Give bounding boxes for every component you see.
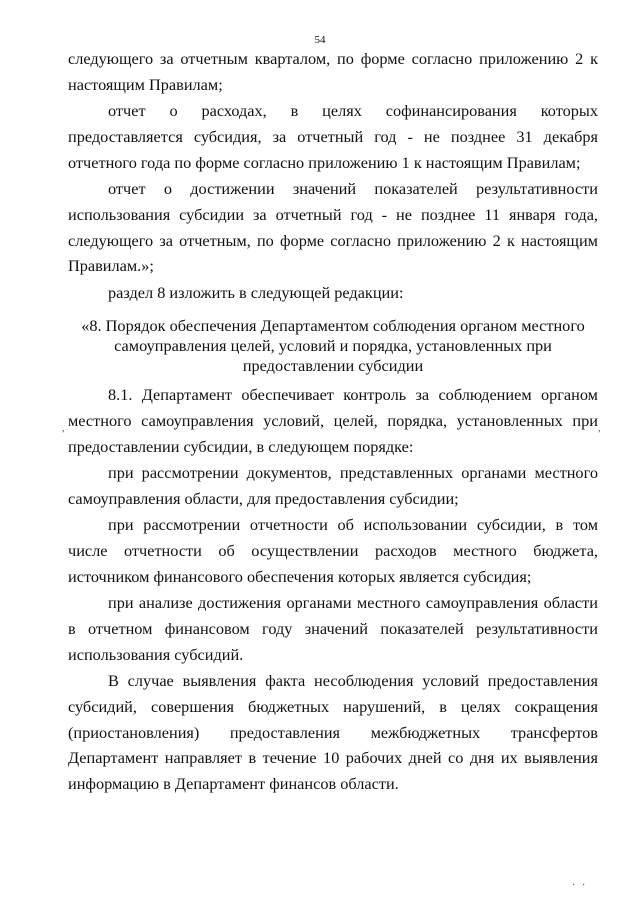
paragraph-violations: В случае выявления факта несоблюдения условий предоставления субсидий, совершения бюджетных нарушений, в целях сокращения (приостановления) предоставления межбюджетных трансфертов Департамент направляет в течение 10 рабочих дней со дня их выявления информацию в Департамент финансов области. (68, 671, 598, 794)
scan-mark: · (572, 880, 576, 891)
section-8-heading: «8. Порядок обеспечения Департаментом соблюдения органом местного самоуправления целей, условий и порядка, установленных при предоставлении субсидии (81, 316, 585, 375)
paragraph-reporting-review: при рассмотрении отчетности об использовании субсидии, в том числе отчетности об осуществлении расходов местного бюджета, источником финансового обеспечения которых является субсидия; (68, 515, 598, 586)
paragraph-section-8-intro: раздел 8 изложить в следующей редакции: (108, 283, 404, 302)
paragraph-documents-review: при рассмотрении документов, представленных органами местного самоуправления области, для предоставления субсидии; (68, 463, 598, 508)
paragraph-continuation: следующего за отчетным кварталом, по форме согласно приложению 2 к настоящим Правилам; (68, 49, 598, 94)
scan-mark: , (62, 423, 65, 434)
paragraph-results-report: отчет о достижении значений показателей результативности использования субсидии за отчетный год - не позднее 11 января года, следующего за отчетным, по форме согласно приложению 2 к настоящим Правилам.»; (68, 179, 598, 276)
paragraph-expense-report: отчет о расходах, в целях софинансирования которых предоставляется субсидия, за отчетный год - не позднее 31 декабря отчетного года по форме согласно приложению 1 к настоящим Правилам; (68, 101, 598, 172)
scan-mark: · (582, 880, 586, 891)
paragraph-results-analysis: при анализе достижения органами местного самоуправления области в отчетном финансовом году значений показателей результативности использования субсидий. (68, 593, 598, 664)
paragraph-8-1: 8.1. Департамент обеспечивает контроль за соблюдением органом местного самоуправления условий, целей, порядка, установленных при предоставлении субсидии, в следующем порядке: (68, 385, 598, 456)
page-number: 54 (314, 34, 326, 46)
scan-mark: , (598, 423, 601, 434)
